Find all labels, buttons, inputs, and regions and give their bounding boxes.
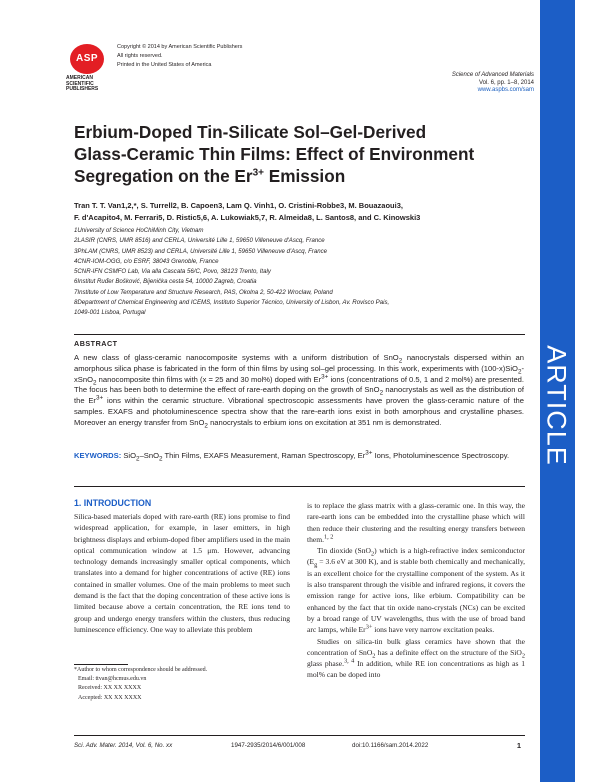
body-column-left: Silica-based materials doped with rare-earth (RE) ions promise to find widespread application, for example, in laser emitters, in high brightness displays and erbium-doped fiber amplifiers used in the main optical communication window at 1.5 μm. However, advancing technology demands increasingly smaller optical components, which translates into a demand for higher concentrations of active (RE) ions contained in smaller volumes. One of the main problems to meet such demand is the fact that the doping concentration of these active ions is limited because above a certain concentration, the RE ions tend to group and undergo energy transfers within the clusters, thus reducing luminescence efficiency. One way to alleviate this problem [74,512,290,634]
footer-doi: doi:10.1166/sam.2014.2022 [352,742,429,749]
footer-issn: 1947-2935/2014/6/001/008 [231,742,306,749]
affiliation: 2LASIR (CNRS, UMR 8516) and CERLA, Université Lille 1, 59650 Villeneuve d'Ascq, France [74,237,325,245]
keywords-label: KEYWORDS: [74,451,122,460]
affiliation: 6Institut Ruđer Bošković, Bijenička cesta 54, 10000 Zagreb, Croatia [74,278,257,286]
affiliation: 3PhLAM (CNRS, UMR 8523) and CERLA, Université Lille 1, 59650 Villeneuve d'Ascq, France [74,247,328,255]
keywords: KEYWORDS: SiO$_2$–SnO$_2$ Thin Films, EXAFS Measurement, Raman Spectroscopy, $Er^{3+}$ Ions, Photoluminescence Spectroscopy. [74,449,510,463]
section-heading-introduction: 1. INTRODUCTION [74,498,152,508]
affiliation: 7Institute of Low Temperature and Structure Research, PAS, Okolna 2, 50-422 Wroclaw, Poland [74,288,333,296]
journal-info [452,72,534,95]
correspondence-footnote: *Author to whom correspondence should be addressed. Email: ttvan@hcmus.edu.vn Received: XX XX XXXX Accepted: XX XX XXXX [74,666,290,703]
journal-url[interactable]: www.aspbs.com/sam [477,87,534,93]
affiliations [74,226,524,319]
logo-text: ASP [75,53,99,64]
affiliation: 1049-001 Lisboa, Portugal [74,309,146,317]
body-column-right: is to replace the glass matrix with a glass-ceramic one. In this way, the rare-earth ions can be embedded into the crystalline phase which will then reduce their clustering and the resulting energy transfers between them.$^{1, 2}$ Tin dioxide (SnO$_2$) which is a high-refractive index semiconductor ($E_g = 3.6$ eV at 300 K), and is stable both chemically and mechanically, is an excellent choice for the crystalline component of the system. As it is also transparent through the visible and infrared regions, it covers the emission range for active ions, like erbium. Compatibility can be enhanced by the fact that tin oxide nano-crystals (NCs) can be excited by a broad range of UV wavelengths, thus with the use of broad band arc lamps, while $Er^{3+}$ ions have very narrow excitation peaks. Studies on silica-tin bulk glass ceramics have shown that the concentration of SnO$_2$ has a definite effect on the structure of the SiO$_2$ glass phase.$^{3, 4}$ In addition, while RE ion concentrations as high as 1 mol% can be doped into [307,501,525,680]
affiliation: 8Department of Chemical Engineering and ICEMS, Instituto Superior Técnico, University of Lisbon, Av. Rovisco Pais, [74,299,390,307]
author-list: Tran T. T. Van1,2,*, S. Turrell2, B. Capoen3, Lam Q. Vinh1, O. Cristini-Robbe3, M. Bouazaoui3, F. d'Acapito4, M. Ferrari5, D. Ristic5,6, A. Lukowiak5,7, R. Almeida8, L. Santos8, and C. Kinowski3 [74,201,421,222]
article-label: ARTICLE [541,345,572,466]
footer-citation: Sci. Adv. Mater. 2014, Vol. 6, No. xx [74,742,173,749]
abstract-heading: ABSTRACT [74,339,118,348]
abstract-top-rule [74,334,525,335]
affiliation: 1University of Science HoChiMinh City, Vietnam [74,227,204,234]
logo-subtitle: AMERICAN SCIENTIFIC PUBLISHERS [66,75,99,93]
affiliation: 4CNR-IOM-OGG, c/o ESRF, 38043 Grenoble, France [74,257,219,265]
journal-name: Science of Advanced Materials [451,72,534,78]
footnote-rule [74,664,128,665]
affiliation: 5CNR-IFN CSMFO Lab, Via alla Cascata 56/C, Povo, 38123 Trento, Italy [74,268,271,276]
journal-volume: Vol. 6, pp. 1–8, 2014 [478,79,534,86]
footer-rule [74,735,525,736]
paper-title: Erbium-Doped Tin-Silicate Sol–Gel-Derived Glass-Ceramic Thin Films: Effect of Environment Segregation on the $Er^{3+}$ Emission [74,122,475,186]
abstract-bottom-rule [74,486,525,487]
page-number: 1 [516,741,521,750]
corresponding-email[interactable]: Email: ttvan@hcmus.edu.vn [78,676,147,683]
copyright-notice: Copyright © 2014 by American Scientific Publishers All rights reserved. Printed in the United States of America [117,44,243,68]
abstract-text: A new class of glass-ceramic nanocomposite systems with a uniform distribution of SnO$_2$ nanocrystals dispersed within an amorphous silica phase is fabricated in the form of thin films by using sol–gel processing. In this work, experiments with (100-x)SiO$_2$-xSnO$_2$ nanocomposite thin films with (x = 25 and 30 mol%) doped with $Er^{3+}$ ions (concentrations of 0.5, 1 and 2 mol%) are presented. The focus has been both to determine the effect of rare-earth doping on the growth of SnO$_2$ nanocrystals as well as the distribution of the $Er^{3+}$ ions within the ceramic structure. Vibrational spectroscopic assessments have proven the glass-ceramic nature of the samples. EXAFS and photoluminescence spectra show that the rare-earth ions exist in both amorphous and crystalline phases. Moreover an energy transfer from SnO$_2$ nanocrystals to erbium ions on excitation at 351 nm is demonstrated. [74,353,525,430]
